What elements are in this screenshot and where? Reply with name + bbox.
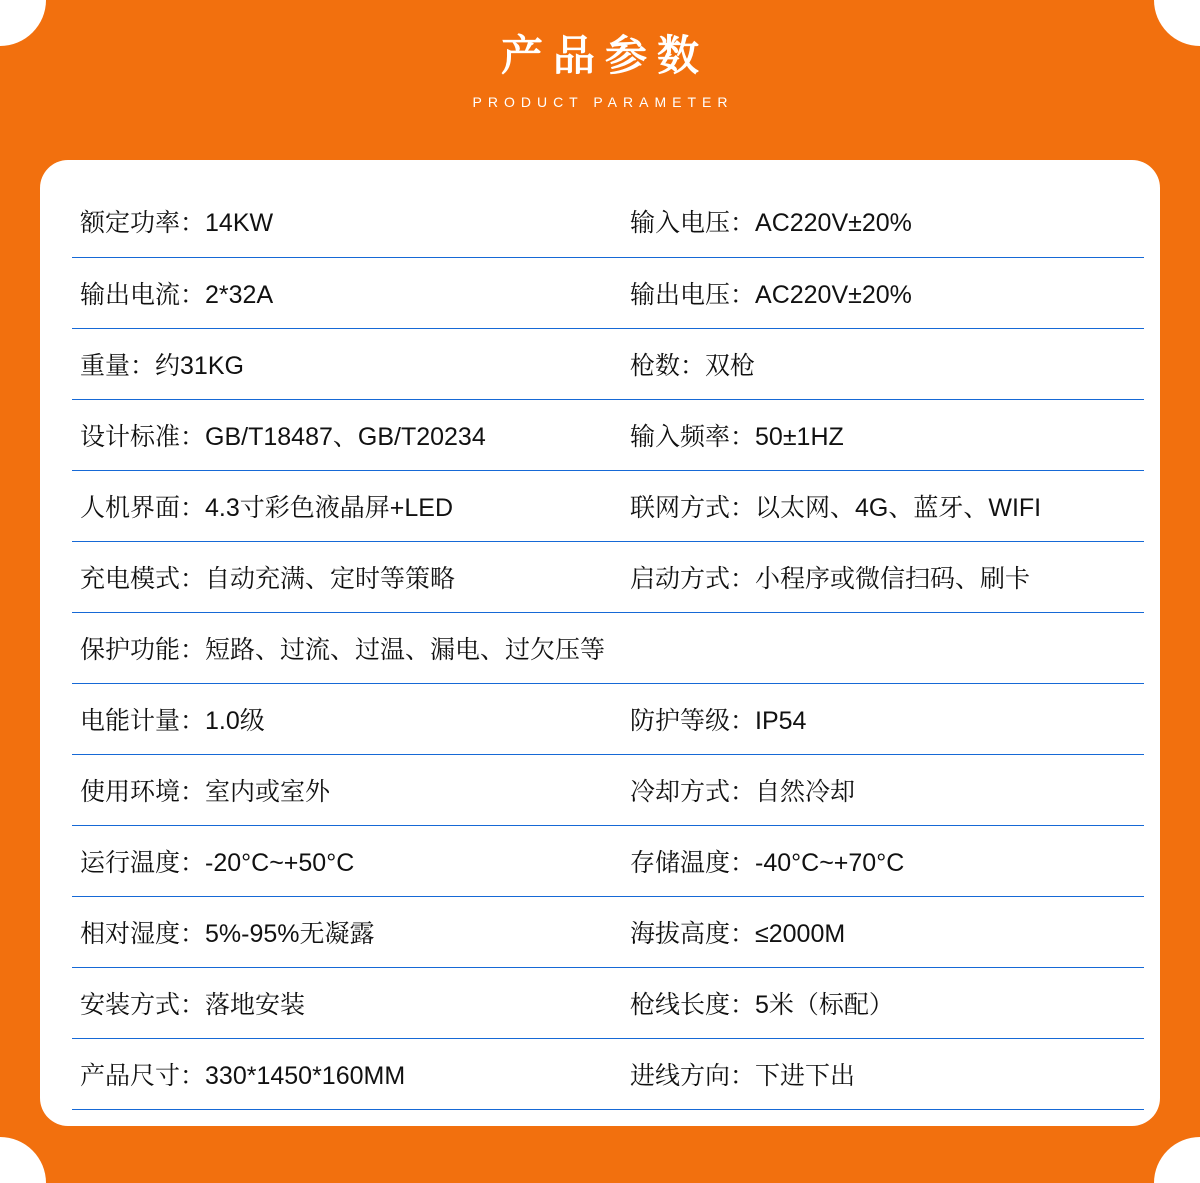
spec-cell-right	[622, 328, 1144, 399]
table-row	[72, 754, 1144, 825]
spec-label: 保护功能：	[80, 635, 206, 664]
spec-cell-right	[622, 541, 1144, 612]
spec-label: 枪数：	[630, 351, 706, 380]
spec-label: 相对湿度：	[80, 919, 206, 948]
spec-label: 启动方式：	[630, 564, 756, 593]
spec-label: 输入电压：	[630, 209, 756, 238]
spec-value: 4.3寸彩色液晶屏+LED	[205, 493, 454, 522]
spec-value: 约31KG	[155, 351, 244, 380]
table-row	[72, 257, 1144, 328]
table-row	[72, 186, 1144, 257]
spec-table	[72, 186, 1144, 1110]
spec-label: 海拔高度：	[630, 919, 756, 948]
spec-value: 自动充满、定时等策略	[205, 564, 456, 593]
corner-decoration-bottom-left	[0, 1137, 46, 1183]
spec-value: 双枪	[705, 351, 756, 380]
table-row	[72, 967, 1144, 1038]
table-row	[72, 825, 1144, 896]
spec-value: 5米（标配）	[755, 990, 894, 1019]
spec-value: 2*32A	[205, 280, 274, 309]
spec-value: 330*1450*160MM	[205, 1061, 406, 1090]
spec-value: GB/T18487、GB/T20234	[205, 422, 486, 451]
spec-value: 下进下出	[755, 1061, 856, 1090]
spec-value: ≤2000M	[755, 919, 846, 948]
spec-value: 落地安装	[205, 990, 306, 1019]
spec-cell-left	[72, 754, 622, 825]
page-header	[0, 0, 1200, 110]
spec-cell-full	[72, 612, 1144, 683]
spec-value: -20°C~+50°C	[205, 848, 355, 877]
spec-value: 短路、过流、过温、漏电、过欠压等	[205, 635, 606, 664]
spec-value: AC220V±20%	[755, 280, 912, 309]
spec-cell-left	[72, 470, 622, 541]
table-row	[72, 1038, 1144, 1109]
table-row	[72, 399, 1144, 470]
spec-card	[40, 160, 1160, 1126]
table-row	[72, 612, 1144, 683]
table-row	[72, 541, 1144, 612]
spec-label: 运行温度：	[80, 848, 206, 877]
spec-label: 额定功率：	[80, 209, 206, 238]
spec-cell-right	[622, 754, 1144, 825]
page-title: 产品参数	[500, 32, 709, 79]
spec-value: 14KW	[205, 209, 274, 238]
spec-label: 冷却方式：	[630, 777, 756, 806]
table-row	[72, 470, 1144, 541]
spec-label: 使用环境：	[80, 777, 206, 806]
spec-value: 室内或室外	[205, 777, 331, 806]
spec-label: 产品尺寸：	[80, 1061, 206, 1090]
spec-cell-left	[72, 896, 622, 967]
spec-value: 50±1HZ	[755, 422, 844, 451]
corner-decoration-bottom-right	[1154, 1137, 1200, 1183]
spec-value: 以太网、4G、蓝牙、WIFI	[755, 493, 1042, 522]
spec-label: 设计标准：	[80, 422, 206, 451]
spec-cell-right	[622, 399, 1144, 470]
spec-cell-right	[622, 257, 1144, 328]
spec-label: 人机界面：	[80, 493, 206, 522]
spec-value: IP54	[755, 706, 807, 735]
spec-cell-left	[72, 541, 622, 612]
table-row	[72, 896, 1144, 967]
spec-value: 1.0级	[205, 706, 265, 735]
spec-value: -40°C~+70°C	[755, 848, 905, 877]
spec-label: 进线方向：	[630, 1061, 756, 1090]
spec-label: 输入频率：	[630, 422, 756, 451]
spec-cell-right	[622, 683, 1144, 754]
spec-cell-right	[622, 186, 1144, 257]
spec-cell-left	[72, 399, 622, 470]
spec-label: 存储温度：	[630, 848, 756, 877]
spec-cell-right	[622, 470, 1144, 541]
spec-value: 5%-95%无凝露	[205, 919, 375, 948]
spec-cell-right	[622, 825, 1144, 896]
spec-label: 电能计量：	[80, 706, 206, 735]
table-row	[72, 328, 1144, 399]
spec-label: 充电模式：	[80, 564, 206, 593]
spec-label: 输出电压：	[630, 280, 756, 309]
spec-label: 输出电流：	[80, 280, 206, 309]
spec-cell-right	[622, 967, 1144, 1038]
spec-label: 重量：	[80, 351, 156, 380]
spec-cell-left	[72, 186, 622, 257]
spec-cell-left	[72, 1038, 622, 1109]
spec-value: 小程序或微信扫码、刷卡	[755, 564, 1031, 593]
spec-cell-left	[72, 825, 622, 896]
spec-cell-right	[622, 1038, 1144, 1109]
spec-value: AC220V±20%	[755, 209, 912, 238]
spec-label: 防护等级：	[630, 706, 756, 735]
spec-value: 自然冷却	[755, 777, 856, 806]
spec-cell-left	[72, 328, 622, 399]
spec-cell-right	[622, 896, 1144, 967]
page-subtitle: PRODUCT PARAMETER	[472, 94, 734, 111]
spec-cell-left	[72, 257, 622, 328]
spec-label: 枪线长度：	[630, 990, 756, 1019]
spec-label: 安装方式：	[80, 990, 206, 1019]
spec-cell-left	[72, 683, 622, 754]
table-row	[72, 683, 1144, 754]
spec-label: 联网方式：	[630, 493, 756, 522]
spec-cell-left	[72, 967, 622, 1038]
